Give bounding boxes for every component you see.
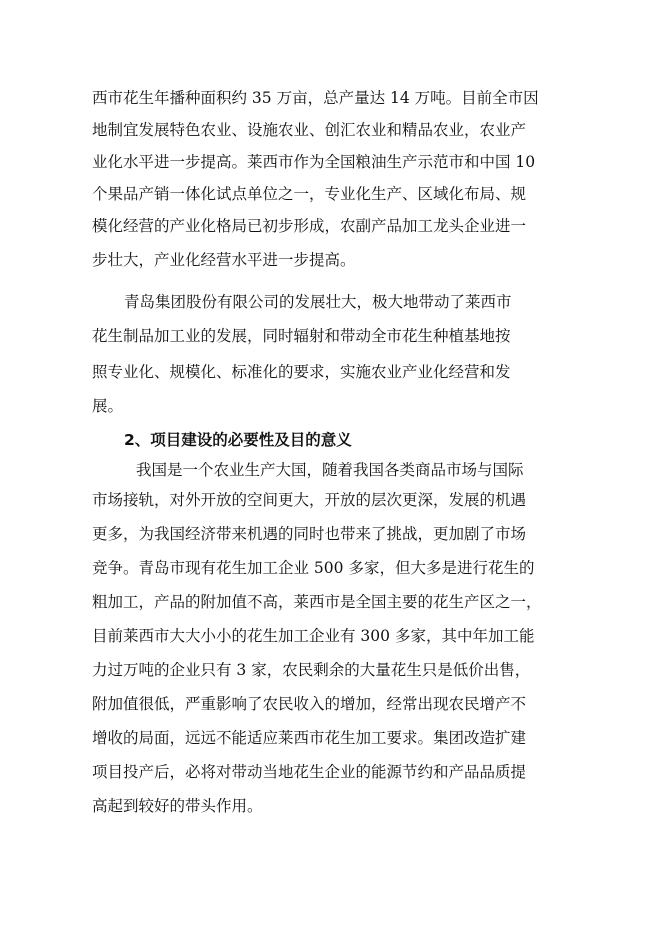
paragraph-2-line-3: 照专业化、规模化、标准化的要求，实施农业产业化经营和发: [92, 363, 511, 381]
section-heading: 2、项目建设的必要性及目的意义: [124, 431, 352, 449]
paragraph-1-line-4: 个果品产销一体化试点单位之一，专业化生产、区域化布局、规: [92, 185, 527, 203]
paragraph-3-line-11: 高起到较好的带头作用。: [92, 797, 263, 815]
paragraph-2-line-4: 展。: [92, 397, 124, 415]
paragraph-3-line-5: 粗加工，产品的附加值不高，莱西市是全国主要的花生产区之一，: [92, 593, 542, 611]
paragraph-3-line-10: 项目投产后，必将对带动当地花生企业的能源节约和产品品质提: [92, 763, 527, 781]
paragraph-3-line-6: 目前莱西市大大小小的花生加工企业有 300 多家，其中年加工能: [92, 627, 535, 645]
paragraph-3-line-8: 附加值很低，严重影响了农民收入的增加，经常出现农民增产不: [92, 695, 527, 713]
paragraph-2-line-1: 青岛集团股份有限公司的发展壮大，极大地带动了莱西市: [124, 293, 512, 311]
paragraph-3-line-2: 市场接轨，对外开放的空间更大，开放的层次更深，发展的机遇: [92, 491, 527, 509]
paragraph-2-line-2: 花生制品加工业的发展，同时辐射和带动全市花生种植基地按: [92, 327, 511, 345]
paragraph-3-line-3: 更多，为我国经济带来机遇的同时也带来了挑战，更加剧了市场: [92, 525, 527, 543]
paragraph-3-line-1: 我国是一个农业生产大国，随着我国各类商品市场与国际: [136, 461, 524, 479]
paragraph-1-line-3: 业化水平进一步提高。莱西市作为全国粮油生产示范市和中国 10: [92, 153, 536, 171]
paragraph-3-line-9: 增收的局面，远远不能适应莱西市花生加工要求。集团改造扩建: [92, 729, 527, 747]
paragraph-1-line-6: 步壮大，产业化经营水平进一步提高。: [92, 251, 356, 269]
paragraph-1-line-1: 西市花生年播种面积约 35 万亩，总产量达 14 万吨。目前全市因: [92, 89, 539, 107]
paragraph-1-line-2: 地制宜发展特色农业、设施农业、创汇农业和精品农业，农业产: [92, 121, 527, 139]
paragraph-1-line-5: 模化经营的产业化格局已初步形成，农副产品加工龙头企业进一: [92, 217, 527, 235]
paragraph-3-line-4: 竞争。青岛市现有花生加工企业 500 多家，但大多是进行花生的: [92, 559, 535, 577]
paragraph-3-line-7: 力过万吨的企业只有 3 家，农民剩余的大量花生只是低价出售，: [92, 661, 531, 679]
